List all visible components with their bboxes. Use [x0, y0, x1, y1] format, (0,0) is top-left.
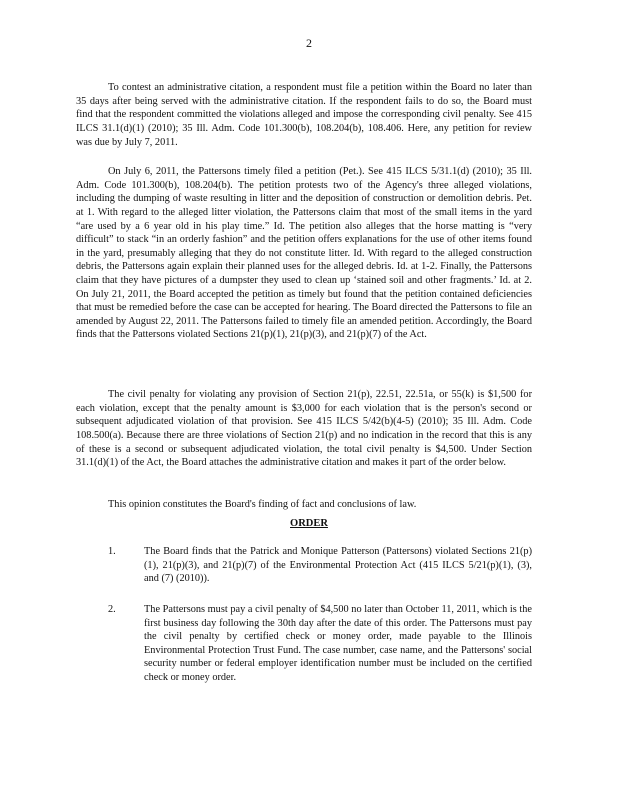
- order-item-text: The Pattersons must pay a civil penalty of $4,500 no later than October 11, 2011, which is the first business day following the 30th day after the date of this order. The Pattersons must pay the civil penalty by certified check or money order, made payable to the Illinois Environmental Protection Trust Fund. The case number, case name, and the Pattersons' social security number or federal employer identification number must be included on the certified check or money order.: [144, 604, 532, 683]
- paragraph-opinion-statement: This opinion constitutes the Board's finding of fact and conclusions of law.: [108, 499, 417, 511]
- order-heading: ORDER: [290, 518, 328, 529]
- paragraph-civil-penalty: The civil penalty for violating any provision of Section 21(p), 22.51, 22.51a, or 55(k) is $1,500 for each violation, except that the penalty amount is $3,000 for each violation that is the person's second or subsequent adjudicated violation of that provision. See 415 ILCS 5/42(b)(4-5) (2010); 35 Ill. Adm. Code 108.500(a). Because there are three violations of Section 21(p) and no indication in the record that this is any of these is a second or subsequent adjudicated violation, the total civil penalty is $4,500. Under Section 31.1(d)(1) of the Act, the Board attaches the administrative citation and makes it part of the order below.: [76, 389, 532, 469]
- paragraph-petition: On July 6, 2011, the Pattersons timely filed a petition (Pet.). See 415 ILCS 5/31.1(d) (2010); 35 Ill. Adm. Code 101.300(b), 108.204(b). The petition protests two of the Agency's three alleged violations, including the dumping of waste resulting in litter and the deposition of construction or demolition debris. Pet. at 1. With regard to the alleged litter violation, the Pattersons claim that most of the small items in the yard “are used by a 6 year old in his play time.” Id. The petition also alleges that the horse matting is “very difficult” to stack “in an orderly fashion” and the petition offers explanations for the use of other items found in the yard, presumably alleging that they do not constitute litter. Id. With regard to the alleged construction debris, the Pattersons again explain their planned uses for the alleged debris. Id. at 1-2. Finally, the Pattersons claim that they have pictures of a dumpster they used to clean up ‘stained soil and other fragments.’ Id. at 2. On July 21, 2011, the Board accepted the petition as timely but found that the petition contained deficiencies that must be remedied before the case can be accepted for hearing. The Board directed the Pattersons to file an amended by August 22, 2011. The Pattersons failed to timely file an amended petition. Accordingly, the Board finds that the Pattersons violated Sections 21(p)(1), 21(p)(3), and 21(p)(7) of the Act.: [76, 166, 532, 341]
- order-item-text: The Board finds that the Patrick and Monique Patterson (Pattersons) violated Sections 21(p)(1), 21(p)(3), and 21(p)(7) of the Environmental Protection Act (415 ILCS 5/21(p)(1), (3), and (7) (2010)).: [144, 546, 532, 585]
- order-item-number: 1.: [108, 546, 116, 557]
- paragraph-filing-deadline: To contest an administrative citation, a respondent must file a petition within the Board no later than 35 days after being served with the administrative citation. If the respondent fails to do so, the Board must find that the respondent committed the violations alleged and impose the corresponding civil penalty. See 415 ILCS 31.1(d)(1) (2010); 35 Ill. Adm. Code 101.300(b), 108.204(b), 108.406. Here, any petition for review was due by July 7, 2011.: [76, 82, 532, 148]
- page-number: 2: [306, 36, 312, 50]
- order-item-number: 2.: [108, 604, 116, 615]
